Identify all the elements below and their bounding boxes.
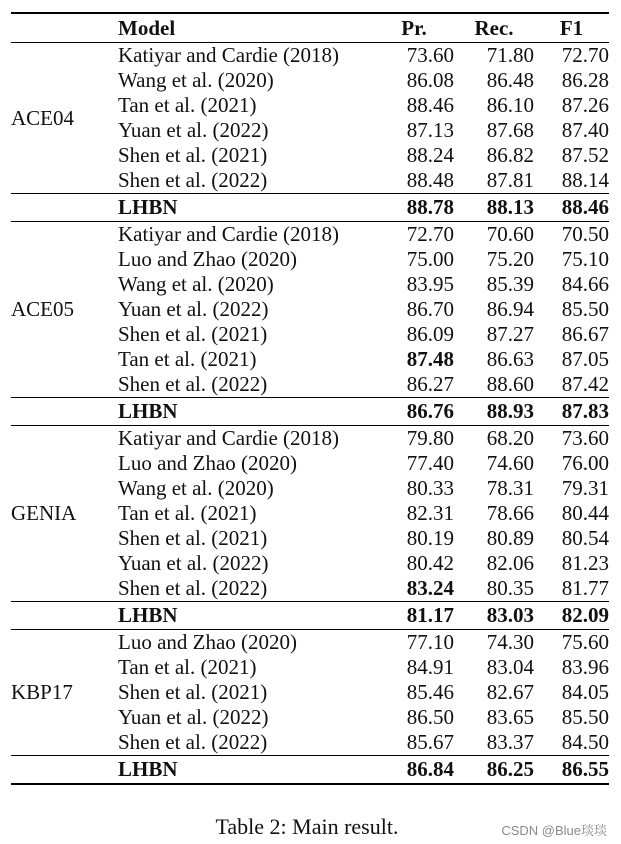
table-row — [11, 426, 609, 452]
precision-cell: 87.48 — [406, 347, 454, 371]
f1-cell: 72.70 — [561, 43, 609, 67]
precision-cell: 86.09 — [406, 322, 454, 346]
model-cell: Luo and Zhao (2020) — [118, 630, 298, 654]
model-cell: Tan et al. (2021) — [118, 347, 257, 371]
table-caption: Table 2: Main result. — [215, 814, 399, 839]
dataset-label: GENIA — [11, 501, 77, 525]
precision-cell: 86.84 — [374, 756, 454, 785]
f1-cell: 85.50 — [561, 705, 609, 729]
f1-cell: 80.44 — [561, 501, 609, 525]
table-row — [11, 630, 609, 656]
recall-cell: 86.10 — [486, 93, 534, 117]
f1-cell: 86.28 — [561, 68, 609, 92]
model-cell: Shen et al. (2022) — [118, 372, 268, 396]
precision-cell: 88.48 — [406, 168, 454, 192]
model-cell: Shen et al. (2022) — [118, 576, 268, 600]
f1-cell: 86.55 — [534, 756, 609, 785]
model-cell: Shen et al. (2021) — [118, 680, 268, 704]
recall-cell: 87.68 — [486, 118, 534, 142]
model-cell: Shen et al. (2021) — [118, 322, 268, 346]
recall-cell: 87.27 — [486, 322, 534, 346]
f1-cell: 81.23 — [561, 551, 609, 575]
ours-model-cell: LHBN — [118, 756, 374, 785]
model-header: Model — [118, 13, 374, 43]
recall-cell: 68.20 — [486, 426, 534, 450]
f1-cell: 84.05 — [561, 680, 609, 704]
precision-cell: 79.80 — [406, 426, 454, 450]
precision-cell: 77.40 — [406, 451, 454, 475]
header-row — [11, 13, 609, 43]
recall-cell: 82.67 — [486, 680, 534, 704]
watermark: CSDN @Blue琰琰 — [501, 823, 607, 838]
precision-cell: 84.91 — [406, 655, 454, 679]
dataset-label: ACE04 — [11, 105, 74, 130]
model-cell: Shen et al. (2021) — [118, 526, 268, 550]
recall-cell: 83.04 — [486, 655, 534, 679]
f1-cell: 84.50 — [561, 730, 609, 754]
recall-cell: 86.94 — [486, 297, 534, 321]
recall-cell: 74.60 — [486, 451, 534, 475]
recall-cell: 83.37 — [486, 730, 534, 754]
precision-cell: 85.67 — [406, 730, 454, 754]
f1-header: F1 — [534, 13, 609, 43]
precision-cell: 80.33 — [406, 476, 454, 500]
model-cell: Yuan et al. (2022) — [118, 297, 269, 321]
model-cell: Katiyar and Cardie (2018) — [118, 222, 340, 246]
dataset-label: ACE05 — [11, 297, 74, 321]
results-table — [11, 12, 609, 785]
recall-cell: 83.65 — [486, 705, 534, 729]
recall-cell: 87.81 — [486, 168, 534, 192]
precision-cell: 88.46 — [406, 93, 454, 117]
f1-cell: 82.09 — [534, 602, 609, 630]
recall-cell: 74.30 — [486, 630, 534, 654]
f1-cell: 80.54 — [561, 526, 609, 550]
f1-cell: 75.10 — [561, 247, 609, 271]
f1-cell: 88.14 — [561, 168, 609, 192]
precision-header: Pr. — [374, 13, 454, 43]
recall-cell: 86.63 — [486, 347, 534, 371]
recall-cell: 71.80 — [486, 43, 534, 67]
precision-cell: 80.19 — [406, 526, 454, 550]
ours-row — [11, 398, 609, 426]
dataset-header — [11, 13, 118, 43]
f1-cell: 87.42 — [561, 372, 609, 396]
table-row — [11, 222, 609, 248]
recall-cell: 83.03 — [454, 602, 534, 630]
f1-cell: 88.46 — [534, 194, 609, 222]
f1-cell: 76.00 — [561, 451, 609, 475]
model-cell: Shen et al. (2022) — [118, 168, 268, 192]
f1-cell: 85.50 — [561, 297, 609, 321]
precision-cell: 85.46 — [406, 680, 454, 704]
f1-cell: 73.60 — [561, 426, 609, 450]
precision-cell: 72.70 — [406, 222, 454, 246]
recall-cell: 86.82 — [486, 143, 534, 167]
model-cell: Shen et al. (2021) — [118, 143, 268, 167]
model-cell: Tan et al. (2021) — [118, 501, 257, 525]
f1-cell: 84.66 — [561, 272, 609, 296]
precision-cell: 86.70 — [406, 297, 454, 321]
precision-cell: 86.27 — [406, 372, 454, 396]
f1-cell: 86.67 — [561, 322, 609, 346]
model-cell: Yuan et al. (2022) — [118, 705, 269, 729]
recall-cell: 85.39 — [486, 272, 534, 296]
recall-cell: 80.89 — [486, 526, 534, 550]
model-cell: Wang et al. (2020) — [118, 476, 274, 500]
recall-cell: 82.06 — [486, 551, 534, 575]
f1-cell: 87.26 — [561, 93, 609, 117]
recall-cell: 78.31 — [486, 476, 534, 500]
f1-cell: 81.77 — [561, 576, 609, 600]
model-cell: Luo and Zhao (2020) — [118, 247, 298, 271]
precision-cell: 83.95 — [406, 272, 454, 296]
model-cell: Yuan et al. (2022) — [118, 551, 269, 575]
model-cell: Shen et al. (2022) — [118, 730, 268, 754]
recall-cell: 70.60 — [486, 222, 534, 246]
precision-cell: 75.00 — [406, 247, 454, 271]
ours-model-cell: LHBN — [118, 194, 374, 222]
f1-cell: 79.31 — [561, 476, 609, 500]
ours-row — [11, 756, 609, 785]
recall-cell: 75.20 — [486, 247, 534, 271]
precision-cell: 87.13 — [406, 118, 454, 142]
ours-model-cell: LHBN — [118, 398, 374, 426]
model-cell: Wang et al. (2020) — [118, 68, 274, 92]
model-cell: Tan et al. (2021) — [118, 93, 257, 117]
precision-cell: 82.31 — [406, 501, 454, 525]
recall-cell: 86.25 — [454, 756, 534, 785]
recall-cell: 78.66 — [486, 501, 534, 525]
model-cell: Katiyar and Cardie (2018) — [118, 43, 340, 67]
model-cell: Wang et al. (2020) — [118, 272, 274, 296]
precision-cell: 77.10 — [406, 630, 454, 654]
ours-model-cell: LHBN — [118, 602, 374, 630]
f1-cell: 87.83 — [534, 398, 609, 426]
model-cell: Tan et al. (2021) — [118, 655, 257, 679]
precision-cell: 86.08 — [406, 68, 454, 92]
precision-cell: 86.76 — [374, 398, 454, 426]
f1-cell: 75.60 — [561, 630, 609, 654]
ours-row — [11, 194, 609, 222]
f1-cell: 87.05 — [561, 347, 609, 371]
recall-cell: 88.93 — [454, 398, 534, 426]
recall-header: Rec. — [454, 13, 534, 43]
recall-cell: 88.60 — [486, 372, 534, 396]
f1-cell: 87.52 — [561, 143, 609, 167]
model-cell: Yuan et al. (2022) — [118, 118, 269, 142]
recall-cell: 86.48 — [486, 68, 534, 92]
precision-cell: 86.50 — [406, 705, 454, 729]
recall-cell: 88.13 — [454, 194, 534, 222]
ours-row — [11, 602, 609, 630]
dataset-label: KBP17 — [11, 680, 73, 704]
f1-cell: 70.50 — [561, 222, 609, 246]
recall-cell: 80.35 — [486, 576, 534, 600]
precision-cell: 83.24 — [406, 576, 454, 600]
table-row — [11, 43, 609, 69]
f1-cell: 87.40 — [561, 118, 609, 142]
precision-cell: 80.42 — [406, 551, 454, 575]
precision-cell: 88.24 — [406, 143, 454, 167]
precision-cell: 73.60 — [406, 43, 454, 67]
precision-cell: 81.17 — [374, 602, 454, 630]
precision-cell: 88.78 — [374, 194, 454, 222]
f1-cell: 83.96 — [561, 655, 609, 679]
model-cell: Katiyar and Cardie (2018) — [118, 426, 340, 450]
model-cell: Luo and Zhao (2020) — [118, 451, 298, 475]
